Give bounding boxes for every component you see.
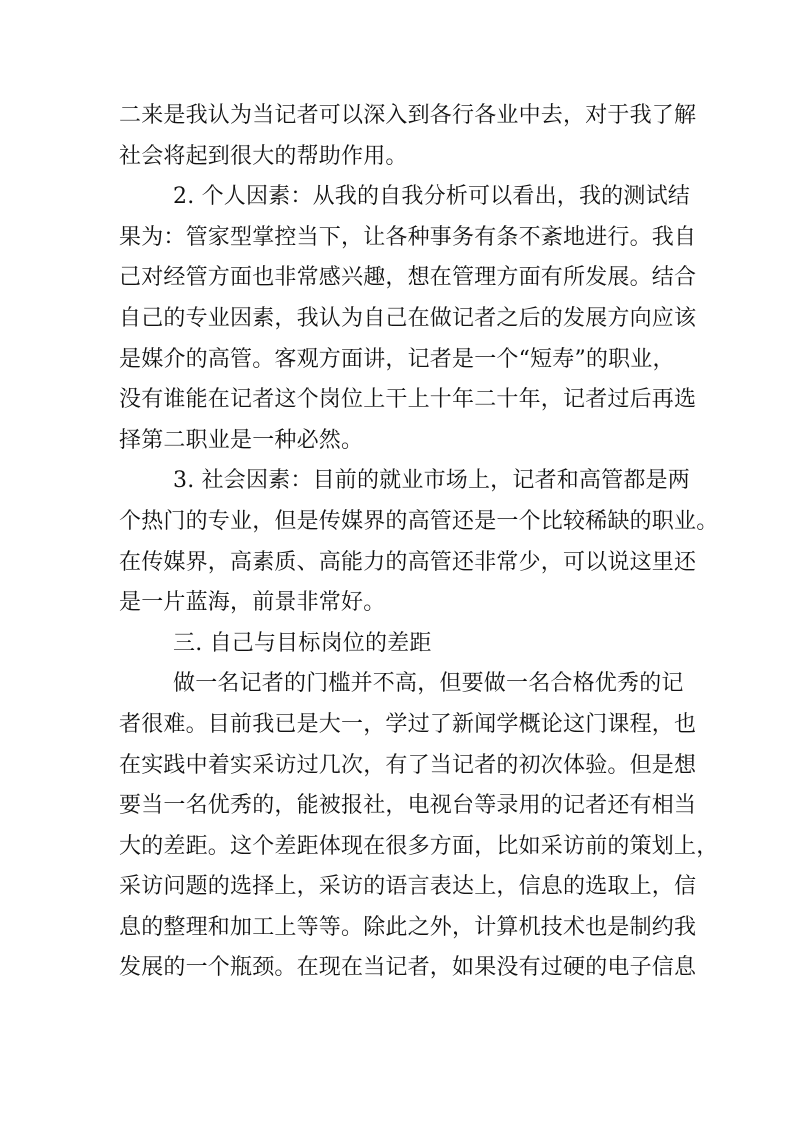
text-line: 发展的一个瓶颈。在现在当记者，如果没有过硬的电子信息: [119, 955, 697, 981]
text-line: 自己的专业因素，我认为自己在做记者之后的发展方向应该: [119, 305, 697, 331]
text-line: 采访问题的选择上，采访的语言表达上，信息的选取上，信: [119, 874, 697, 900]
text-line: 己对经管方面也非常感兴趣，想在管理方面有所发展。结合: [119, 265, 697, 291]
text-line: 择第二职业是一种必然。: [119, 427, 364, 453]
section-heading: 三. 自己与目标岗位的差距: [173, 630, 432, 656]
text-line: 没有谁能在记者这个岗位上干上十年二十年，记者过后再选: [119, 387, 697, 413]
document-body: [119, 96, 719, 989]
text-line: 果为：管家型掌控当下，让各种事务有条不紊地进行。我自: [119, 224, 697, 250]
paragraph-personal-factors: 2. 个人因素：从我的自我分析可以看出，我的测试结: [173, 184, 690, 210]
text-line: 在实践中着实采访过几次，有了当记者的初次体验。但是想: [119, 752, 697, 778]
text-line: 大的差距。这个差距体现在很多方面，比如采访前的策划上，: [119, 833, 719, 859]
paragraph-social-factors: 3. 社会因素：目前的就业市场上，记者和高管都是两: [173, 468, 690, 494]
text-line: 在传媒界，高素质、高能力的高管还非常少，可以说这里还: [119, 549, 697, 575]
paragraph-gap-analysis: 做一名记者的门槛并不高，但要做一名合格优秀的记: [173, 671, 684, 697]
text-line: 息的整理和加工上等等。除此之外，计算机技术也是制约我: [119, 914, 697, 940]
text-line: 者很难。目前我已是大一，学过了新闻学概论这门课程，也: [119, 711, 697, 737]
text-line: 是一片蓝海，前景非常好。: [119, 590, 386, 616]
text-line: 是媒介的高管。客观方面讲，记者是一个“短寿”的职业，: [119, 346, 675, 372]
text-line: 社会将起到很大的帮助作用。: [119, 143, 408, 169]
text-line: 二来是我认为当记者可以深入到各行各业中去，对于我了解: [119, 103, 697, 128]
text-line: 要当一名优秀的，能被报社，电视台等录用的记者还有相当: [119, 793, 697, 819]
text-line: 个热门的专业，但是传媒界的高管还是一个比较稀缺的职业。: [119, 508, 719, 534]
